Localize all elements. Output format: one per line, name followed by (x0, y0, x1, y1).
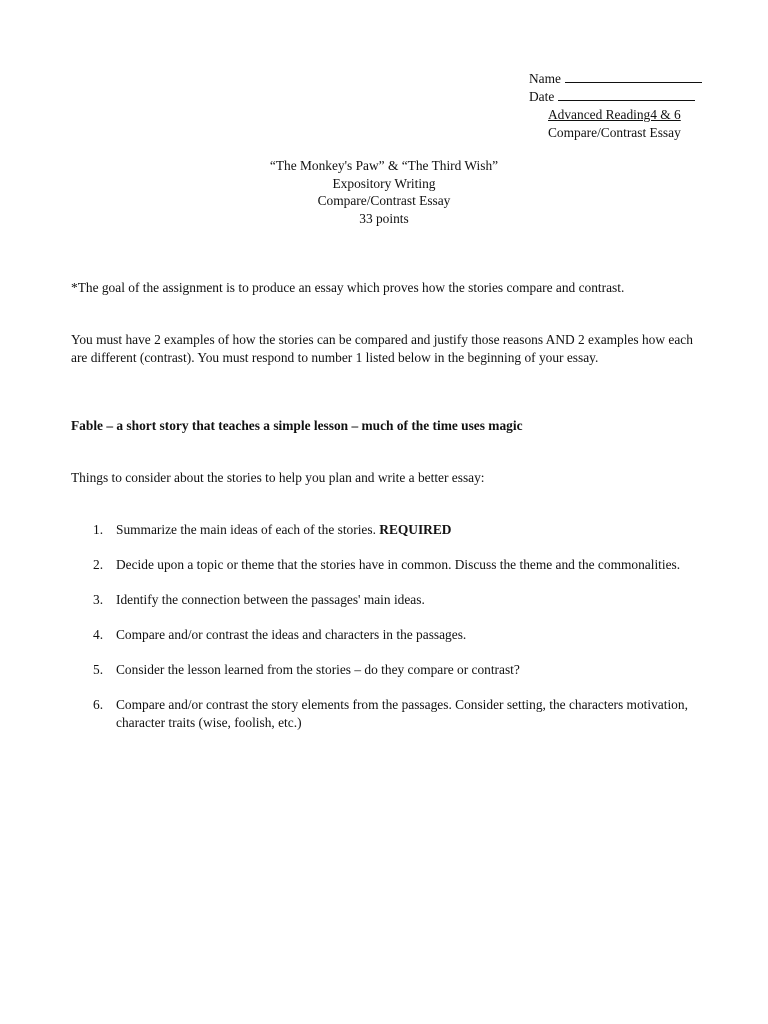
consider-intro: Things to consider about the stories to help you plan and write a better essay: (71, 470, 485, 485)
list-text: Summarize the main ideas of each of the stories. (116, 522, 376, 537)
list-number: 1. (93, 522, 104, 537)
document-title: “The Monkey's Paw” & “The Third Wish” (269, 158, 499, 173)
points-label: 33 points (359, 210, 409, 226)
list-text: Identify the connection between the passages' main ideas. (116, 592, 425, 607)
essay-type-label: Compare/Contrast Essay (548, 125, 681, 140)
list-item (71, 556, 701, 574)
list-item (71, 696, 701, 732)
consider-list (71, 521, 701, 749)
essay-type-line (529, 124, 704, 142)
document-subtitle: Expository Writing (332, 175, 436, 191)
header-block (529, 70, 704, 142)
requirements-paragraph: You must have 2 examples of how the stories can be compared and justify those reasons AND 2 examples how each are different (contrast). You must respond to number 1 listed below in the beginning of your essay. (71, 332, 693, 365)
list-item (71, 591, 701, 609)
list-number: 6. (93, 697, 104, 712)
list-item (71, 661, 701, 679)
list-item (71, 521, 701, 539)
date-line (529, 88, 704, 106)
date-blank (558, 88, 695, 101)
list-number: 5. (93, 662, 104, 677)
name-blank (565, 70, 702, 83)
list-number: 4. (93, 627, 104, 642)
date-label: Date (529, 89, 555, 104)
fable-definition: Fable – a short story that teaches a simple lesson – much of the time uses magic (71, 418, 523, 433)
course-line (529, 106, 704, 124)
list-text: Decide upon a topic or theme that the stories have in common. Discuss the theme and the commonalities. (116, 557, 681, 572)
list-text: Compare and/or contrast the ideas and characters in the passages. (116, 627, 467, 642)
goal-paragraph: *The goal of the assignment is to produce an essay which proves how the stories compare and contrast. (71, 280, 625, 295)
list-text: Consider the lesson learned from the stories – do they compare or contrast? (116, 662, 520, 677)
title-block (0, 157, 768, 227)
list-number: 2. (93, 557, 104, 572)
list-number: 3. (93, 592, 104, 607)
name-label: Name (529, 71, 561, 86)
essay-label: Compare/Contrast Essay (317, 193, 451, 208)
list-text: Compare and/or contrast the story elements from the passages. Consider setting, the characters motivation, character traits (wise, foolish, etc.) (116, 697, 688, 730)
list-item (71, 626, 701, 644)
required-label: REQUIRED (379, 522, 452, 537)
name-line (529, 70, 704, 88)
course-label: Advanced Reading4 & 6 (548, 107, 681, 122)
